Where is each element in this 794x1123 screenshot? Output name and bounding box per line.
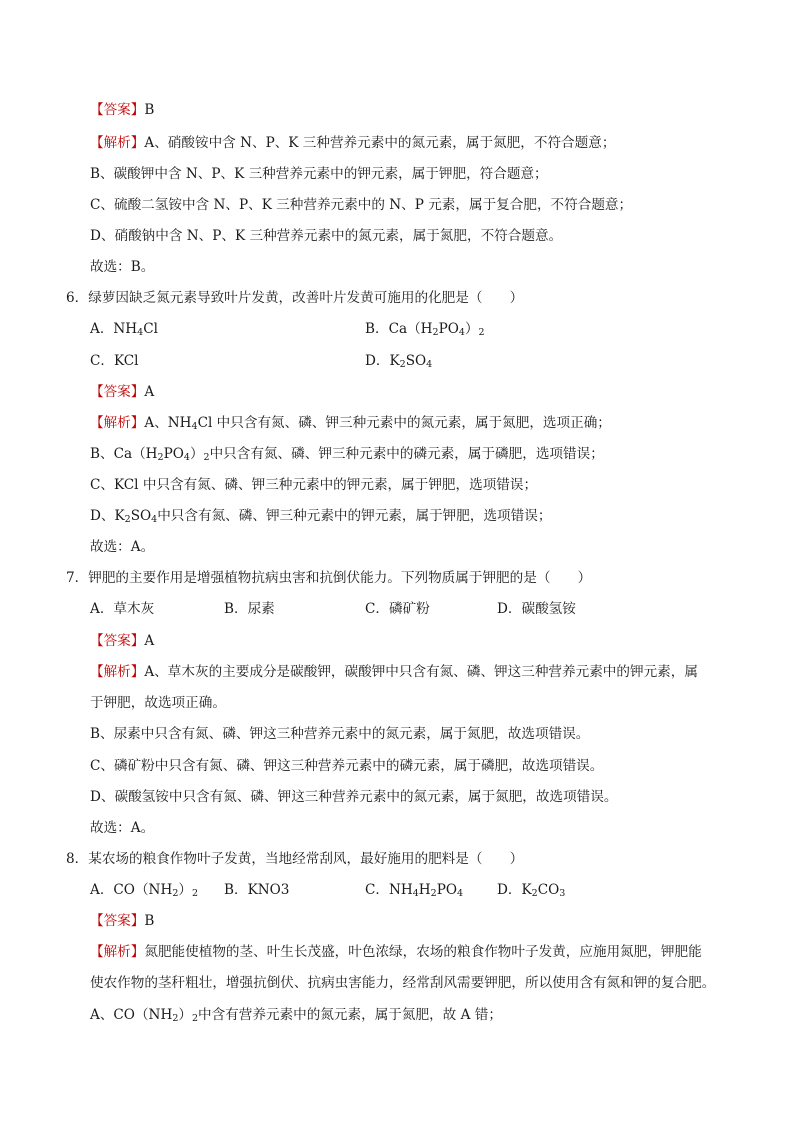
q7-analysis-d: D、碳酸氢铵中只含有氮、磷、钾这三种营养元素中的氮元素，属于氮肥，故选项错误。: [90, 789, 618, 805]
analysis-label: 【解析】: [90, 415, 145, 431]
analysis-label: 【解析】: [90, 664, 145, 680]
answer-label: 【答案】: [90, 913, 145, 929]
q8-analysis-a: A、$CO(NH_2)_2$中含有营养元素中的氮元素，属于氮肥，故 A 错；: [90, 1007, 502, 1024]
answer-label: 【答案】: [90, 102, 145, 118]
q6-analysis-d: D、$K_2SO_4$中只含有氮、磷、钾三种元素中的钾元素，属于钾肥，选项错误；: [90, 508, 552, 525]
q8-option-b: B．KNO3: [224, 882, 290, 898]
q8-analysis-2: 使农作物的茎秆粗壮，增强抗倒伏、抗病虫害能力，经常刮风需要钾肥，所以使用含有氮和钾的复合肥。: [90, 975, 716, 991]
analysis-label: 【解析】: [90, 135, 145, 151]
q8-option-a: A．$CO(NH_2)_2$: [90, 882, 198, 899]
q7-analysis-a2: 于钾肥，故选项正确。: [90, 695, 226, 711]
answer-label: 【答案】: [90, 384, 145, 400]
q8-option-c: C．$NH_4H_2PO_4$: [365, 882, 464, 899]
q6-option-b: B．$Ca(H_2PO_4)_2$: [365, 321, 485, 338]
q8-stem: 8．某农场的粮食作物叶子发黄，当地经常刮风，最好施用的肥料是（ ）: [66, 851, 524, 867]
q6-analysis-b: B、$Ca(H_2PO_4)_2$中只含有氮、磷、钾三种元素中的磷元素，属于磷肥，选项错误；: [90, 446, 604, 463]
q6-analysis-c: C、KCl 中只含有氮、磷、钾三种元素中的钾元素，属于钾肥，选项错误；: [90, 477, 538, 493]
q6-stem: 6．绿萝因缺乏氮元素导致叶片发黄，改善叶片发黄可施用的化肥是（ ）: [66, 290, 524, 306]
q7-stem: 7．钾肥的主要作用是增强植物抗病虫害和抗倒伏能力。下列物质属于钾肥的是（ ）: [66, 570, 592, 586]
q8-answer: 【答案】B: [90, 913, 155, 929]
q7-answer: 【答案】A: [90, 633, 155, 649]
q7-option-b: B．尿素: [224, 601, 275, 617]
q5-analysis-a: 【解析】A、硝酸铵中含 N、P、K 三种营养元素中的氮元素，属于氮肥，不符合题意；: [90, 135, 616, 151]
q8-analysis-1: 【解析】氮肥能使植物的茎、叶生长茂盛，叶色浓绿，农场的粮食作物叶子发黄，应施用氮肥，钾肥能: [90, 944, 702, 960]
q7-analysis-a1: 【解析】A、草木灰的主要成分是碳酸钾，碳酸钾中只含有氮、磷、钾这三种营养元素中的钾元素，属: [90, 664, 698, 680]
q5-conclusion: 故选：B。: [90, 259, 155, 275]
q6-option-a: A．$NH_4Cl$: [90, 321, 158, 338]
q5-analysis-b: B、碳酸钾中含 N、P、K 三种营养元素中的钾元素，属于钾肥，符合题意；: [90, 166, 548, 182]
q7-analysis-c: C、磷矿粉中只含有氮、磷、钾这三种营养元素中的磷元素，属于磷肥，故选项错误。: [90, 758, 604, 774]
answer-label: 【答案】: [90, 633, 145, 649]
q6-analysis-a: 【解析】A、$NH_4Cl$ 中只含有氮、磷、钾三种元素中的氮元素，属于氮肥，选项正确；: [90, 415, 611, 432]
q5-answer: 【答案】B: [90, 102, 155, 118]
q7-option-d: D．碳酸氢铵: [497, 601, 576, 617]
q6-answer: 【答案】A: [90, 384, 155, 400]
q7-conclusion: 故选：A。: [90, 820, 155, 836]
analysis-label: 【解析】: [90, 944, 145, 960]
q6-option-c: C．KCl: [90, 353, 139, 369]
q6-conclusion: 故选：A。: [90, 539, 155, 555]
q5-analysis-c: C、硫酸二氢铵中含 N、P、K 三种营养元素中的 N、P 元素，属于复合肥，不符合题意；: [90, 197, 633, 213]
q6-option-d: D．$K_2SO_4$: [365, 353, 433, 370]
q7-analysis-b: B、尿素中只含有氮、磷、钾这三种营养元素中的氮元素，属于氮肥，故选项错误。: [90, 726, 590, 742]
q5-analysis-d: D、硝酸钠中含 N、P、K 三种营养元素中的氮元素，属于氮肥，不符合题意。: [90, 228, 563, 244]
q7-option-c: C．磷矿粉: [365, 601, 430, 617]
q7-option-a: A．草木灰: [90, 601, 155, 617]
q8-option-d: D．$K_2CO_3$: [497, 882, 566, 899]
